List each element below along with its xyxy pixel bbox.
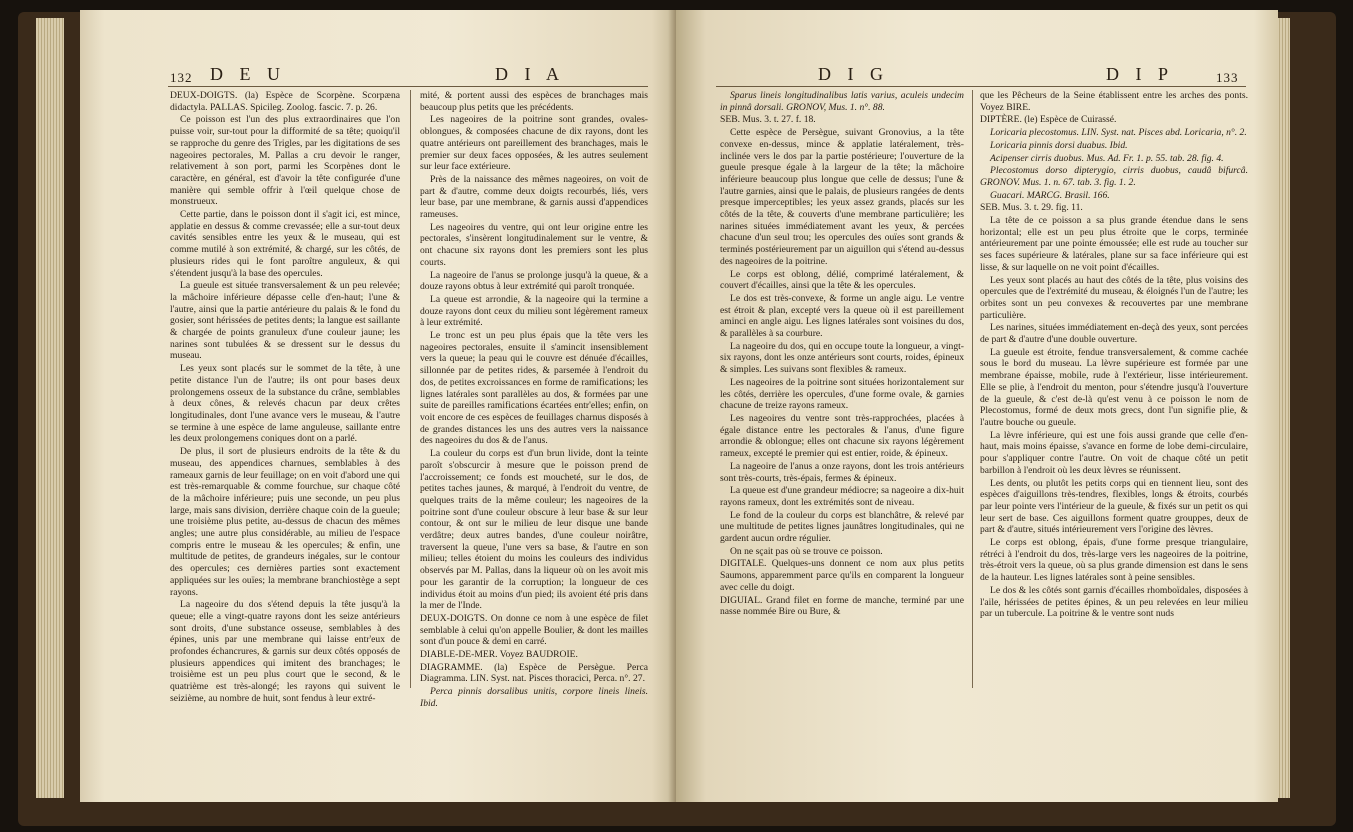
left-header-right: D I A (495, 64, 565, 84)
entry-paragraph: Le tronc est un peu plus épais que la tête vers les nageoires pectorales, ensuite il s'amincit insensiblement vers la queue; la peau qui le couvre est dénuée d'écailles, sillonnée par de petites rides, & parsemée à l'endroit du dos, de petites excroissances en forme de ramifications; les lignes latérales sont parallèles au dos, & formées par une suite de pareilles ramifications écartées entr'elles; enfin, on voit encore de ces espèces de feuillages charnus disposés à de grandes distances les uns des autres vers la naissance des nageoires du dos & de l'anus. (420, 330, 648, 447)
entry-paragraph: DIGUIAL. Grand filet en forme de manche, terminé par une nasse nommée Bire ou Bure, & (720, 594, 964, 618)
entry-paragraph: Sparus lineis longitudinalibus latis varius, aculeis undecim in pinnâ dorsali. GRONOV, Mus. 1. n°. 88. (720, 90, 964, 113)
entry-paragraph: Les yeux sont placés au haut des côtés de la tête, plus voisins des opercules que de l'extrémité du museau, & éloignés l'un de l'autre; les orbites sont un peu convexes & recouvertes par une membrane particulière. (980, 274, 1248, 321)
entry-paragraph: DIPTÈRE. (le) Espèce de Cuirassé. (980, 114, 1117, 126)
right-column-2 (980, 90, 1248, 621)
entry-paragraph: La tête de ce poisson a sa plus grande étendue dans le sens horizontal; elle est un peu plus étroite que le corps, terminée antérieurement par une pointe émoussée; elle est rude au toucher sur ses faces supérieure & latérales, plane sur sa face inférieure qui est lisse, & sur laquelle on ne voit point d'écailles. (980, 215, 1248, 273)
entry-paragraph: La nageoire du dos s'étend depuis la tête jusqu'à la queue; elle a vingt-quatre rayons dont les seize antérieurs sont droits, d'une substance osseuse, semblables à des épines, unis par une membrane qui laisse entr'eux de profondes échancrures, & garnis sur deux côtés opposés de plusieurs appendices qui imitent des branchages; le troisième est un peu plus court que le second, & le quatrième est très-alongé; les rayons qui suivent le seizième, au nombre de huit, sont fendus à leur extré- (170, 599, 400, 704)
entry-paragraph: DIABLE-DE-MER. Voyez BAUDROIE. (420, 649, 578, 661)
right-header-rule (716, 86, 1246, 87)
entry-paragraph: La gueule est située transversalement & un peu relevée; la mâchoire inférieure dépasse celle d'en-haut; l'une & l'autre, ainsi que la partie antérieure du palais & le fond du gosier, sont hérissées de petites dents; la langue est saillante & chargée de points granuleux d'une couleur jaune; les narines sont tubulées & se dressent sur le dessus du museau. (170, 280, 400, 362)
entry-paragraph: Les dents, ou plutôt les petits corps qui en tiennent lieu, sont des espèces d'aiguillons très-tendres, flexibles, longs & étroits, courbés par leur pointe vers l'intérieur de la gueule, & fixés sur un petit os qui leur sert de base. Ces aiguillons forment quatre grouppes, deux de part & d'autre, situés intérieurement vers l'origine des lèvres. (980, 477, 1248, 536)
right-page-number: 133 (1216, 70, 1239, 85)
entry-paragraph: DIAGRAMME. (la) Espèce de Persègue. Perca Diagramma. LIN. Syst. nat. Pisces thoracici, Perca. n°. 27. (420, 661, 648, 685)
left-page-edges (36, 18, 64, 798)
entry-paragraph: La queue est d'une grandeur médiocre; sa nageoire a dix-huit rayons rameux, dont les extrémités sont de niveau. (720, 485, 964, 508)
entry-paragraph: Le dos & les côtés sont garnis d'écailles rhomboïdales, disposées à l'aile, hérissées de petites épines, & un peu relevées en leur milieu par un tubercule. La poitrine & le ventre sont nuds (980, 584, 1248, 620)
entry-paragraph: Les nageoires du ventre, qui ont leur origine entre les pectorales, s'insèrent longitudinalement sur le ventre, & ont chacune six rayons dont les premiers sont les plus courts. (420, 221, 648, 268)
entry-paragraph: Guacari. MARCG. Brasil. 166. (990, 189, 1110, 201)
entry-paragraph: Loricaria plecostomus. LIN. Syst. nat. Pisces abd. Loricaria, n°. 2. (990, 127, 1247, 139)
entry-paragraph: Plecostomus dorso dipterygio, cirris duobus, caudâ bifurcâ. GRONOV. Mus. 1. n. 67. tab. 3. fig. 1. 2. (980, 165, 1248, 188)
right-column-rule (972, 90, 973, 688)
entry-paragraph: Les nageoires de la poitrine sont situées horizontalement sur les côtés, derrière les opercules, d'une forme ovale, & garnies chacune de treize rayons rameux. (720, 376, 964, 412)
right-column-1 (720, 90, 964, 619)
entry-paragraph: Loricaria pinnis dorsi duabus. Ibid. (990, 139, 1128, 151)
left-page-number: 132 (170, 70, 193, 85)
entry-paragraph: La queue est arrondie, & la nageoire qui la termine a douze rayons dont ceux du milieu sont légèrement rameux à leur extrémité. (420, 293, 648, 329)
entry-paragraph: Cette espèce de Persègue, suivant Gronovius, a la tête convexe en-dessus, mince & applatie latéralement, très-inclinée vers le dos par la partie postérieure; l'ouverture de la gueule presque égale à la largeur de la tête; la mâchoire inférieure beaucoup plus longue que celle de dessus; l'une & l'autre garnies, ainsi que le palais, de plusieurs rangées de dents presque imperceptibles; les yeux assez grands, placés sur les côtés de la tête, & couverts d'une membrane particulière; les narines situées immédiatement avant les yeux, & percées chacune d'un seul trou; les opercules des ouïes sont grands & terminés postérieurement par un aiguillon qui s'étend au-dessus des nageoires de la poitrine. (720, 127, 964, 267)
entry-paragraph: On ne sçait pas où se trouve ce poisson. (730, 545, 883, 557)
left-column-rule (410, 90, 411, 688)
entry-paragraph: Les narines, situées immédiatement en-deçà des yeux, sont percées de part & d'autre d'une double ouverture. (980, 322, 1248, 346)
entry-paragraph: SEB. Mus. 3. t. 27. f. 18. (720, 114, 816, 126)
entry-paragraph: Le corps est oblong, délié, comprimé latéralement, & couvert d'écailles, ainsi que la tête & les opercules. (720, 268, 964, 292)
entry-paragraph: Les nageoires de la poitrine sont grandes, ovales-oblongues, & composées chacune de dix rayons, dont les quatre antérieurs ont pareillement des branchages, mais le premier sur deux faces opposées, & les autres seulement sur leur face extérieure. (420, 114, 648, 173)
entry-paragraph: DIGITALE. Quelques-uns donnent ce nom aux plus petits Saumons, apparemment parce qu'ils en comparent la longueur avec celle du doigt. (720, 558, 964, 593)
entry-paragraph: Près de la naissance des mêmes nageoires, on voit de part & d'autre, comme deux doigts recourbés, liés, vers leur base, par une membrane, & garnis aussi d'appendices rameuses. (420, 173, 648, 221)
entry-paragraph: La nageoire du dos, qui en occupe toute la longueur, a vingt-six rayons, dont les onze antérieurs sont courts, roides, épineux & simples. Les suivans sont flexibles & rameux. (720, 340, 964, 376)
entry-paragraph: Le dos est très-convexe, & forme un angle aigu. Le ventre est étroit & plan, excepté vers la queue où il est pareillement aminci en angle aigu. Les lignes latérales sont voisines du dos, & parallèles à sa courbure. (720, 292, 964, 340)
entry-paragraph: La nageoire de l'anus a onze rayons, dont les trois antérieurs sont très-courts, très-épais, fermes & épineux. (720, 460, 964, 484)
entry-paragraph: SEB. Mus. 3. t. 29. fig. 11. (980, 202, 1083, 214)
entry-paragraph: Le fond de la couleur du corps est blanchâtre, & relevé par une multitude de petites lignes jaunâtres longitudinales, qui ne gardent aucun ordre régulier. (720, 509, 964, 545)
entry-paragraph: De plus, il sort de plusieurs endroits de la tête & du museau, des appendices charnues, semblables à des rameaux garnis de leur feuillage; on en voit d'abord une qui est très-remarquable & comme fourchue, sur chaque côté de la mâchoire inférieure; puis une seconde, un peu plus large, mais sans division, derrière chaque coin de la gueule; une troisième plus petite, au-dessus de chacun des mêmes angles; une autre plus considérable, au milieu de l'espace compris entre le museau & les opercules; & enfin, une multitude de petites, de grandeurs inégales, sur le contour des opercules; ces dernières parties sont exactement appliquées sur les ouïes; la membrane branchiostège a sept rayons. (170, 446, 400, 598)
entry-paragraph: La gueule est étroite, fendue transversalement, & comme cachée sous le bord du museau. La lèvre supérieure est formée par une membrane épaisse, mobile, rude à l'extérieur, lisse intérieurement. Elle se plie, à l'endroit du menton, pour s'étendre jusqu'à l'ouverture de la gueule, & c'est de-là qu'est venu à ce poisson le nom de Plecostomus, formé de deux mots grecs, dont l'un signifie plie, & l'autre bouche ou gueule. (980, 346, 1248, 428)
entry-paragraph: Le corps est oblong, épais, d'une forme presque triangulaire, rétréci à l'endroit du dos, très-large vers les nageoires de la poitrine, très-étroit vers la queue, où sa plus grande dimension est dans le sens de la hauteur. Les lignes latérales sont à peine sensibles. (980, 537, 1248, 584)
entry-paragraph: La couleur du corps est d'un brun livide, dont la teinte paroît s'obscurcir à mesure que le poisson prend de l'accroissement; ce fonds est moucheté, sur le dos, de petites taches jaunes, & marqué, à l'endroit du ventre, de quelques traits de la même couleur; les nageoires de la poitrine sont d'une couleur obscure à leur base & sur leur contour, & ont sur le milieu de leur disque une bande verdâtre; deux autres bandes, d'une couleur noirâtre, traversent la queue, l'une vers sa base, & l'autre en son milieu; telles étoient du moins les couleurs des individus observés par M. Pallas, dans la liqueur où on les avoit mis pour les garantir de la corruption; la longueur de ces individus étoit au moins d'un pied; ils avoient été pris dans la mer de l'Inde. (420, 448, 648, 612)
entry-paragraph: La nageoire de l'anus se prolonge jusqu'à la queue, & a douze rayons obtus à leur extrémité qui paroît tronquée. (420, 269, 648, 293)
entry-paragraph: Les nageoires du ventre sont très-rapprochées, placées à égale distance entre les pectorales & l'anus, d'une figure arrondie & oblongue; elles ont chacune six rayons légèrement rameux, excepté le premier qui est entier, roide, & épineux. (720, 412, 964, 460)
entry-paragraph: Perca pinnis dorsalibus unitis, corpore lineis lineis. Ibid. (420, 686, 648, 709)
entry-paragraph: Acipenser cirris duobus. Mus. Ad. Fr. 1. p. 55. tab. 28. fig. 4. (990, 152, 1224, 164)
entry-paragraph: Ce poisson est l'un des plus extraordinaires que l'on puisse voir, sur-tout pour la difformité de sa tête; quoiqu'il se rapproche du genre des Trigles, par les digitations de ses nageoires pectorales, M. Pallas a cru devoir le ranger, relativement à son port, parmi les Scorpènes dont le caractère, en général, est d'avoir la tête configurée d'une manière qui semble offrir à l'œil quelque chose de monstrueux. (170, 114, 400, 208)
entry-paragraph: DEUX-DOIGTS. (la) Espèce de Scorpène. Scorpæna didactyla. PALLAS. Spicileg. Zoolog. fascic. 7. p. 26. (170, 90, 400, 113)
right-header-left: D I G (818, 64, 889, 84)
left-header-rule (168, 86, 648, 87)
left-header-left: D E U (210, 64, 286, 84)
entry-paragraph: DEUX-DOIGTS. On donne ce nom à une espèce de filet semblable à celui qu'on appelle Boulier, & dont les mailles sont d'un pouce & demi en carré. (420, 612, 648, 648)
left-column-2 (420, 90, 648, 711)
entry-paragraph: Les yeux sont placés sur le sommet de la tête, à une petite distance l'un de l'autre; ils ont pour bases deux prolongemens osseux de la substance du crâne, semblables à deux cônes, & relevés chacun par deux crêtes longitudinales, dont l'une avance vers le museau, & l'autre se termine à une espèce de lame anguleuse, saillante entre les deux prolongemens coniques dont on a parlé. (170, 363, 400, 445)
left-column-1 (170, 90, 400, 706)
entry-paragraph: que les Pêcheurs de la Seine établissent entre les arches des ponts. Voyez BIRE. (980, 90, 1248, 113)
right-header-right: D I P (1106, 64, 1175, 84)
right-page (676, 10, 1278, 802)
entry-paragraph: La lèvre inférieure, qui est une fois aussi grande que celle d'en-haut, mais moins épaisse, s'avance en forme de lobe demi-circulaire, pour s'appliquer contre l'autre. On voit de chaque côté un petit barbillon à l'endroit où les deux lèvres se réunissent. (980, 429, 1248, 476)
entry-paragraph: mité, & portent aussi des espèces de branchages mais beaucoup plus petits que les précédents. (420, 90, 648, 113)
entry-paragraph: Cette partie, dans le poisson dont il s'agit ici, est mince, applatie en dessus & comme crevassée; elle a sur-tout deux cavités sensibles entre les yeux & le museau, qui est comme mutilé à son extrémité, & chargé, sur les côtés, de plusieurs rides qui le font paroître anguleux, & qui s'étendent jusqu'à la base des opercules. (170, 209, 400, 279)
left-page (80, 10, 688, 802)
